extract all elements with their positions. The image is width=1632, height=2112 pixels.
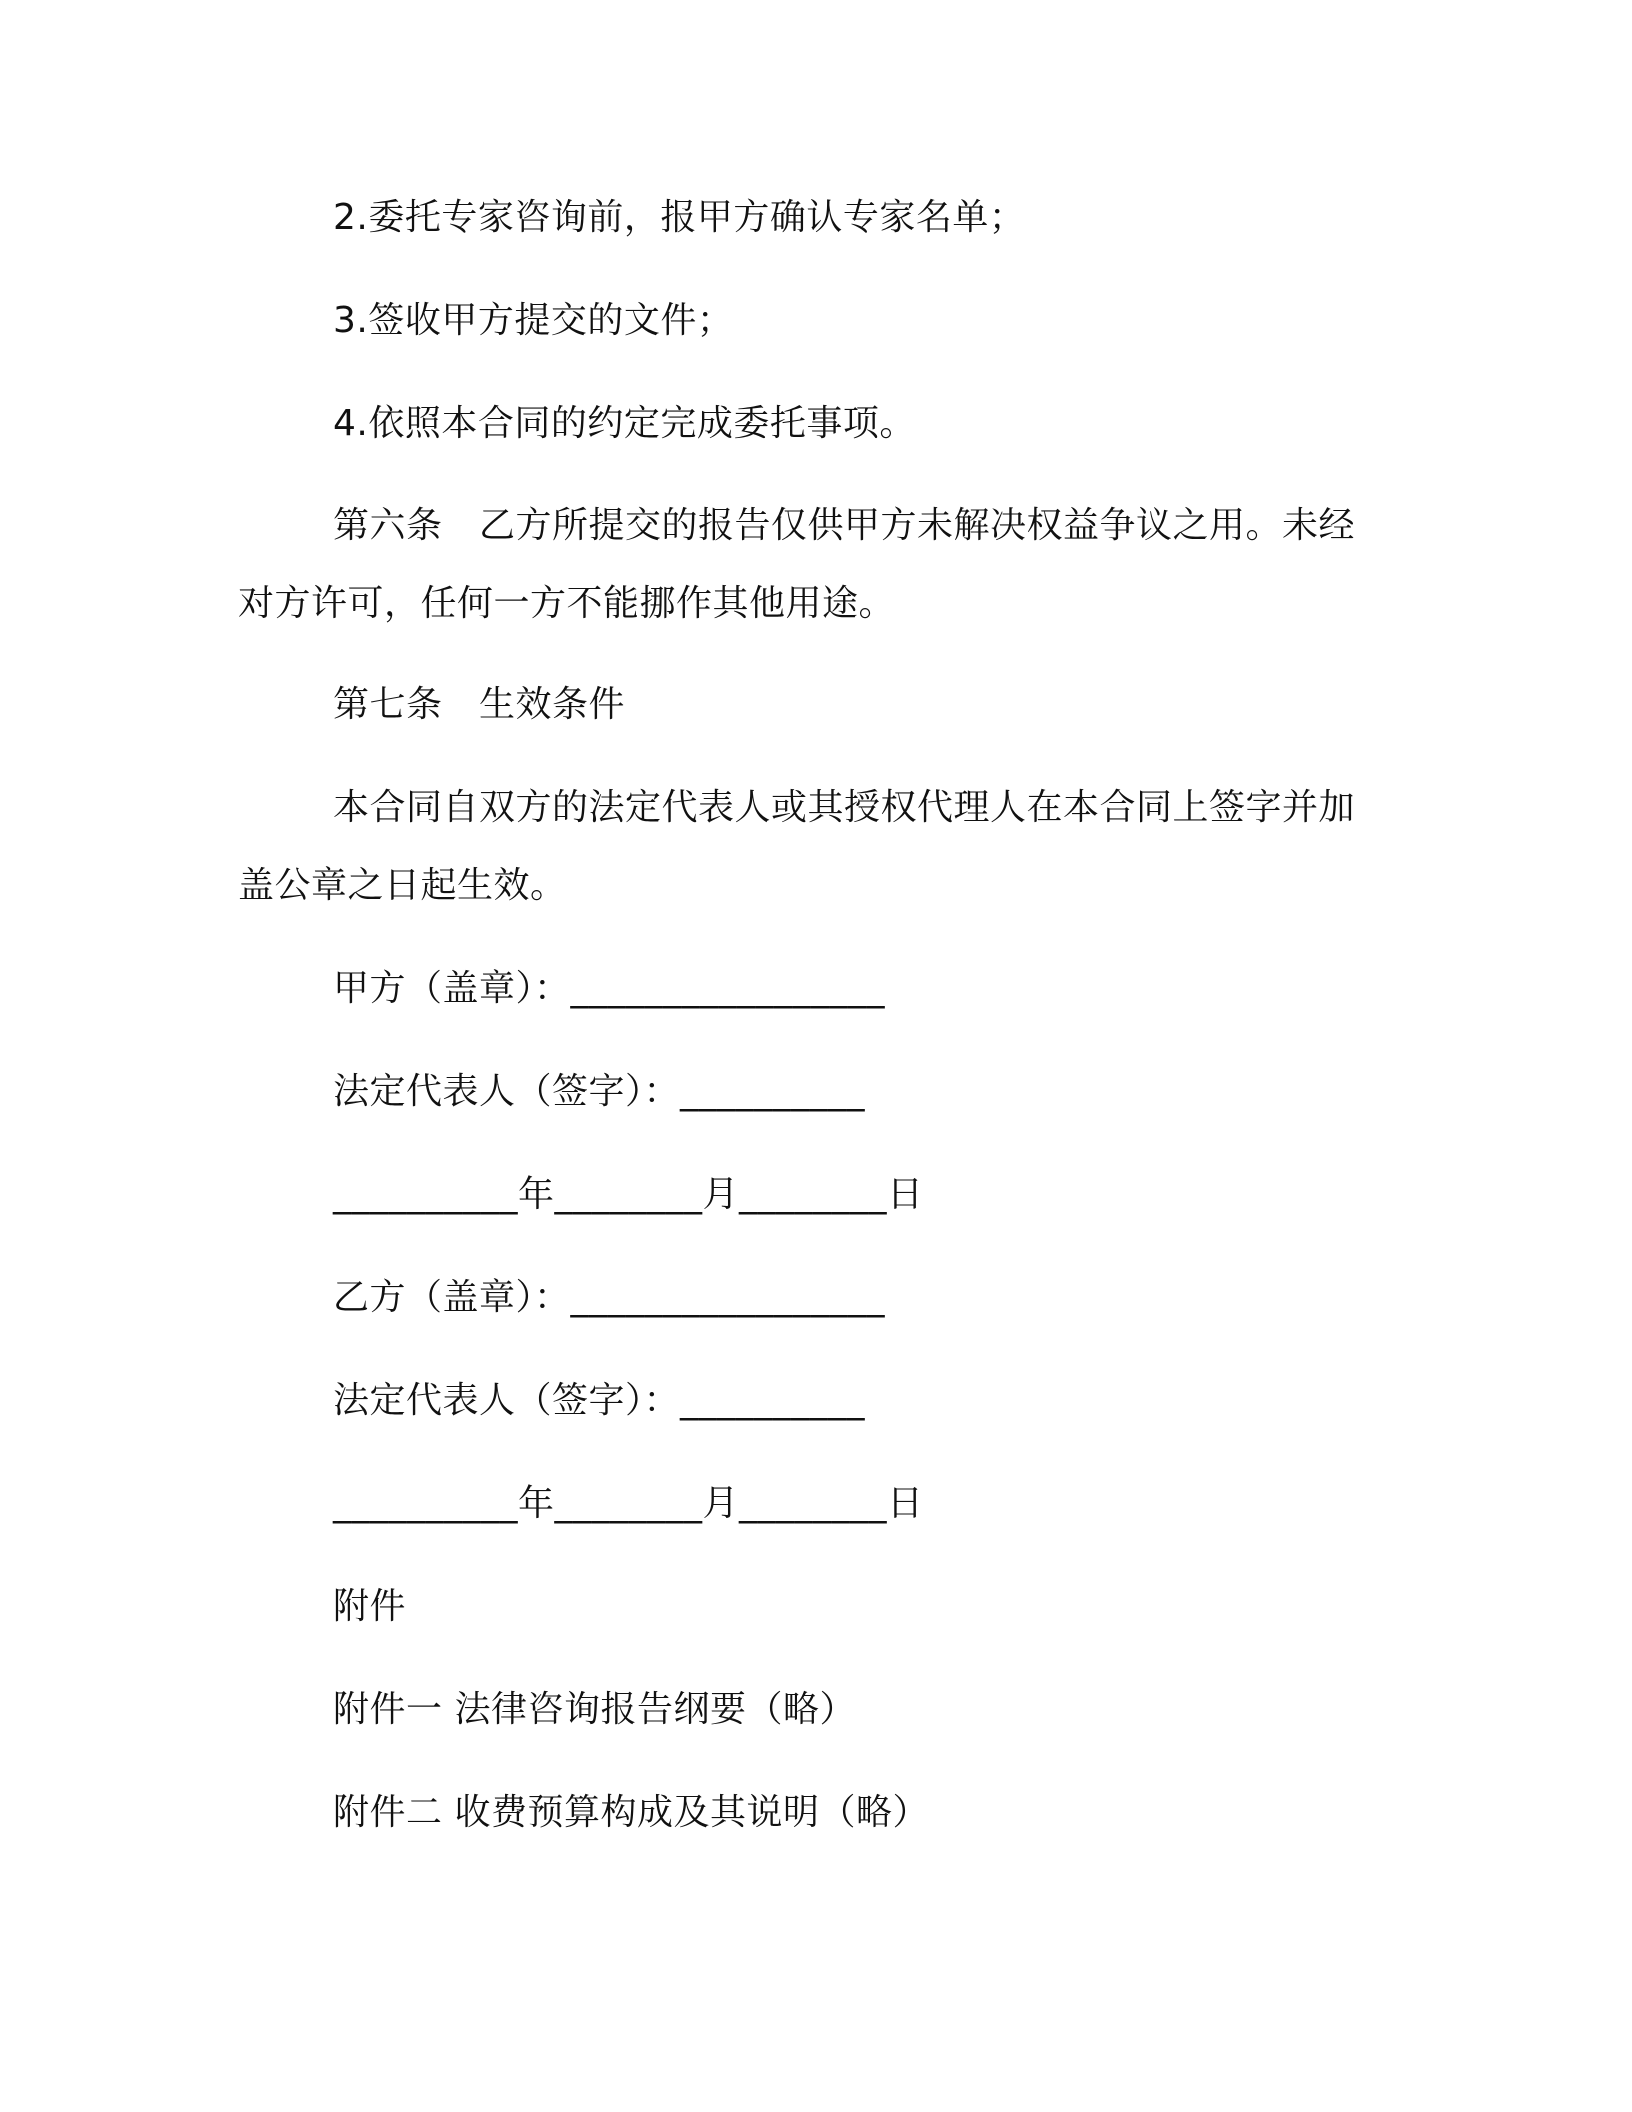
- effective-clause-line-2: 盖公章之日起生效。: [238, 865, 567, 906]
- party-a-seal-line: 甲方（盖章）：_________________: [333, 968, 886, 1009]
- effective-clause-line-1: 本合同自双方的法定代表人或其授权代理人在本合同上签字并加: [333, 787, 1356, 828]
- party-b-date-line: __________年________月________日: [333, 1483, 924, 1524]
- attachment-one: 附件一 法律咨询报告纲要（略）: [333, 1689, 856, 1730]
- attachment-two: 附件二 收费预算构成及其说明（略）: [333, 1792, 929, 1833]
- party-a-representative-line: 法定代表人（签字）：__________: [333, 1071, 866, 1112]
- party-b-seal-line: 乙方（盖章）：_________________: [333, 1277, 886, 1318]
- party-a-date-line: __________年________月________日: [333, 1174, 924, 1215]
- clause-item-2: 2.委托专家咨询前，报甲方确认专家名单；: [333, 197, 1026, 238]
- clause-item-3: 3.签收甲方提交的文件；: [333, 300, 734, 341]
- article-seven-heading: 第七条 生效条件: [333, 684, 626, 725]
- article-six-line-1: 第六条 乙方所提交的报告仅供甲方未解决权益争议之用。未经: [333, 505, 1356, 546]
- clause-item-4: 4.依照本合同的约定完成委托事项。: [333, 403, 916, 444]
- attachments-heading: 附件: [333, 1586, 407, 1627]
- article-six-line-2: 对方许可，任何一方不能挪作其他用途。: [238, 583, 896, 624]
- party-b-representative-line: 法定代表人（签字）：__________: [333, 1380, 866, 1421]
